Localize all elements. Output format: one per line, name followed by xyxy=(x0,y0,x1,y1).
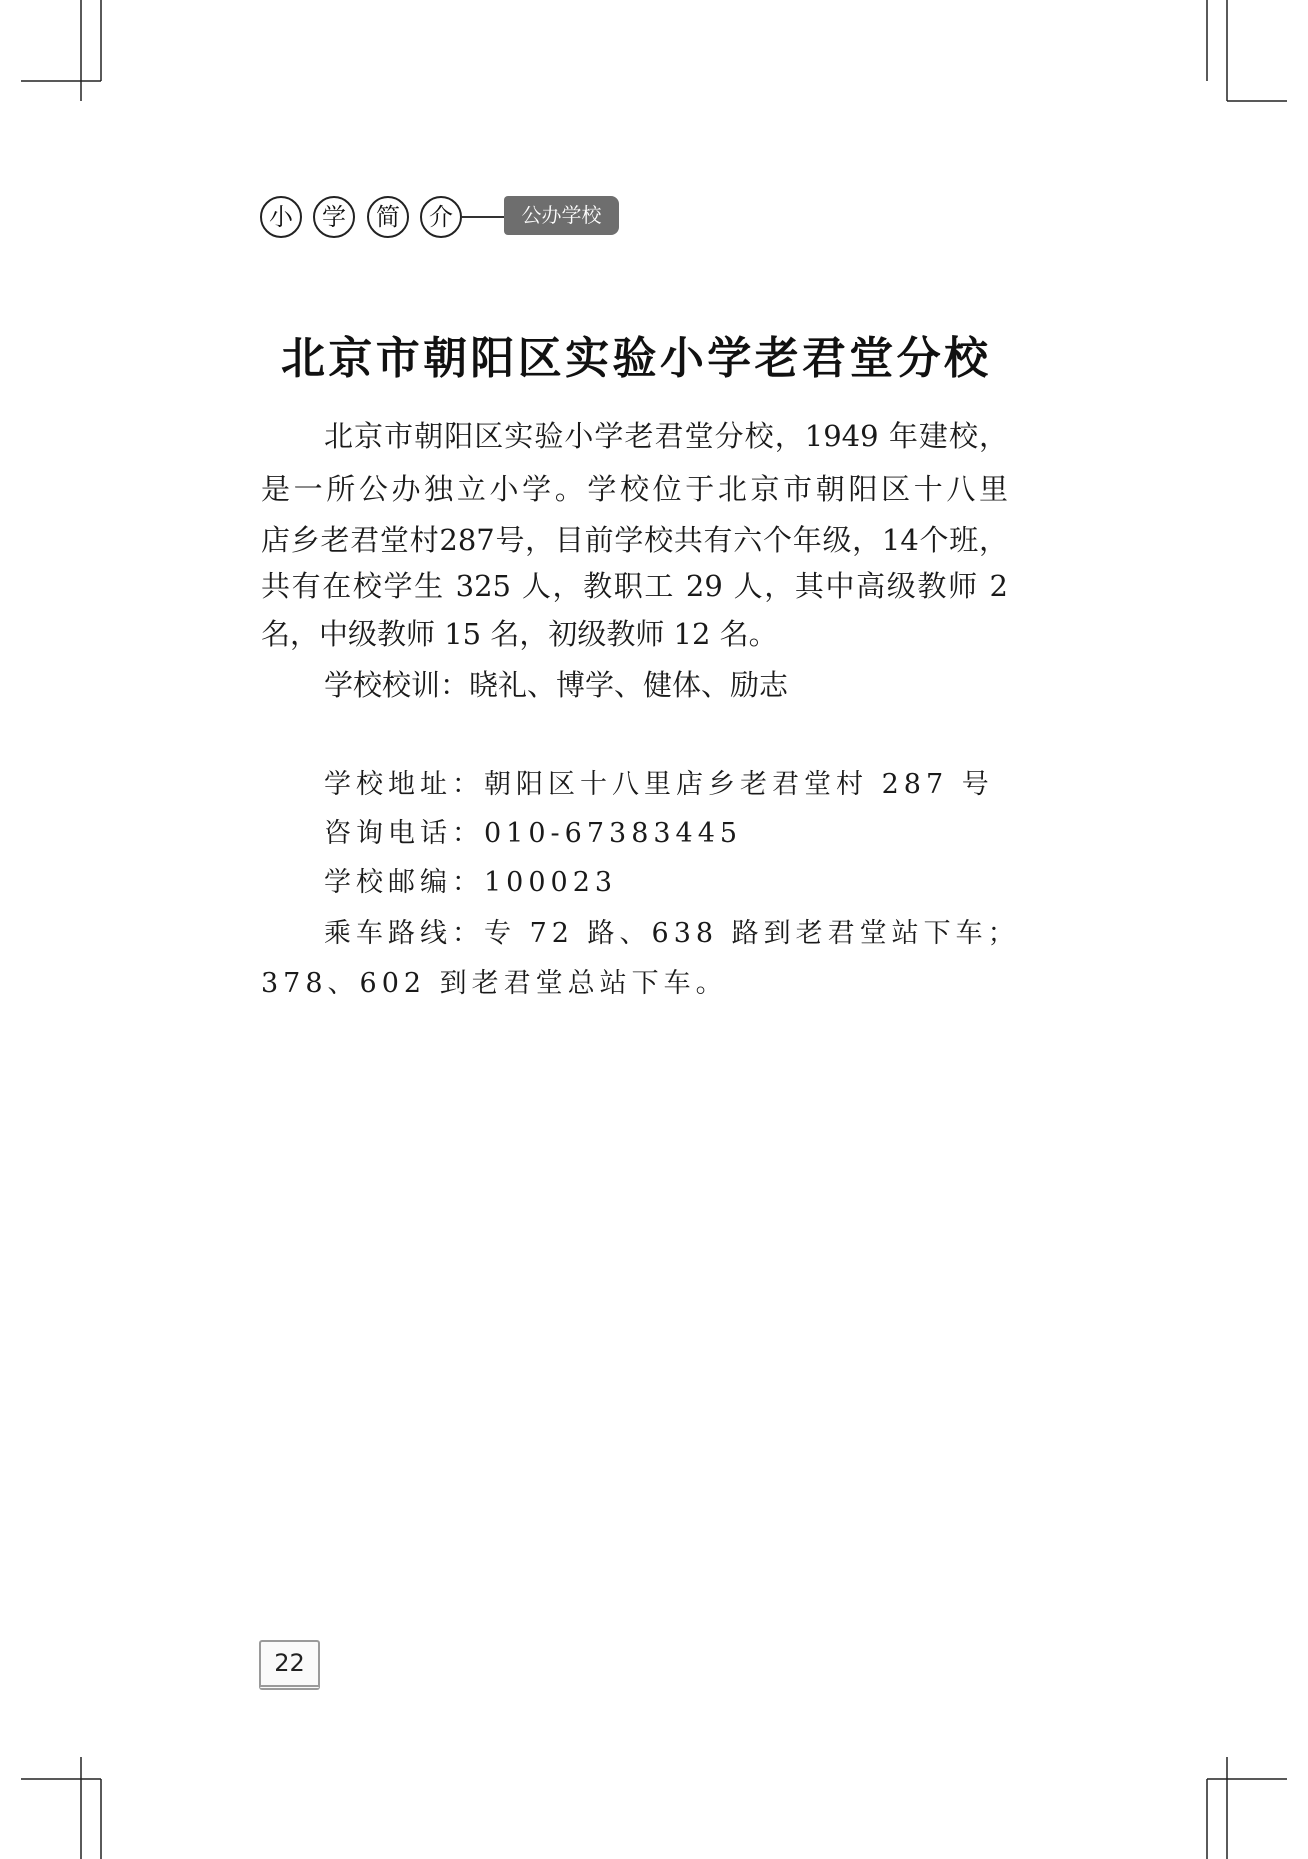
header-circle-char: 小 xyxy=(260,196,302,238)
header-circle-char: 介 xyxy=(420,196,462,238)
bus-route-continued: 378、602 到老君堂总站下车。 xyxy=(261,968,728,999)
body-line: 共有在校学生 325 人，教职工 29 人，其中高级教师 2 xyxy=(261,569,1008,603)
school-address: 学校地址：朝阳区十八里店乡老君堂村 287 号 xyxy=(324,769,994,800)
bus-route: 乘车路线：专 72 路、638 路到老君堂站下车； xyxy=(324,918,1020,949)
body-line: 名，中级教师 15 名，初级教师 12 名。 xyxy=(261,617,778,651)
postal-code: 学校邮编：100023 xyxy=(324,867,618,898)
body-line: 北京市朝阳区实验小学老君堂分校，1949 年建校， xyxy=(324,419,1008,453)
header-connector-line xyxy=(462,216,506,218)
page-title: 北京市朝阳区实验小学老君堂分校 xyxy=(281,333,988,384)
body-line: 店乡老君堂村287号，目前学校共有六个年级，14个班， xyxy=(261,523,1008,557)
page-number-badge xyxy=(259,1640,320,1690)
body-line: 是一所公办独立小学。学校位于北京市朝阳区十八里 xyxy=(261,472,1008,506)
phone-number: 咨询电话：010-67383445 xyxy=(324,818,743,849)
header-circle-char: 简 xyxy=(367,196,409,238)
header-circle-char: 学 xyxy=(313,196,355,238)
category-tag: 公办学校 xyxy=(504,196,619,235)
school-motto: 学校校训：晓礼、博学、健体、励志 xyxy=(324,668,789,702)
page-number: 22 xyxy=(274,1649,305,1677)
